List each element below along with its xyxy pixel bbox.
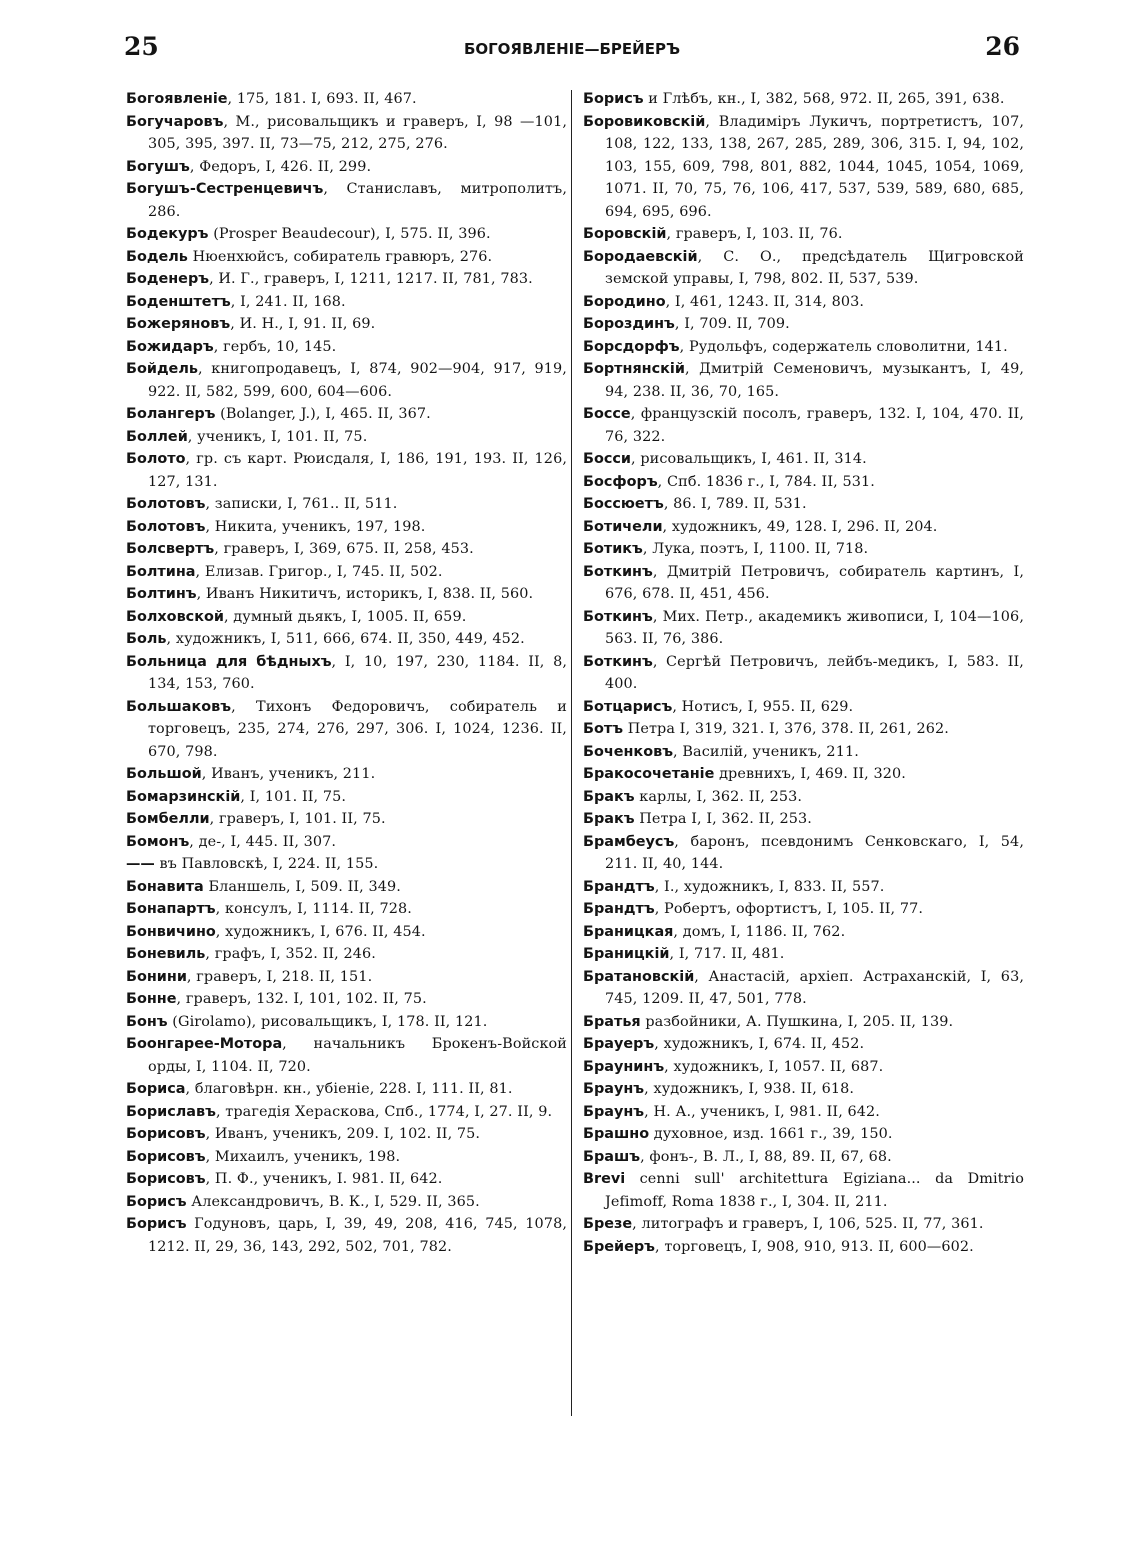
entry-headword: Боссе: [583, 406, 631, 422]
entry-headword: Браницкій: [583, 946, 670, 962]
index-entry: [126, 921, 567, 944]
index-entry: [583, 516, 1024, 539]
index-entry: [126, 1011, 567, 1034]
entry-headword: Боденштетъ: [126, 293, 231, 310]
entry-references: , Федоръ, I, 426. II, 299.: [189, 158, 372, 175]
entry-headword: Бородино: [583, 293, 666, 310]
entry-references: , Рудольфъ, содержатель словолитни, 141.: [679, 338, 1008, 355]
index-entry: [583, 1056, 1024, 1079]
entry-references: (Girolamo), рисовальщикъ, I, 178. II, 121.: [167, 1013, 488, 1030]
entry-references: , художникъ, I, 1057. II, 687.: [664, 1058, 884, 1075]
index-entry: [126, 943, 567, 966]
entry-headword: Боденеръ: [126, 271, 210, 287]
index-entry: [126, 336, 567, 359]
entry-headword: Болото: [126, 451, 186, 467]
index-entry: [126, 493, 567, 516]
entry-references: , Иванъ Никитичъ, историкъ, I, 838. II, 560.: [196, 586, 534, 602]
index-entry: [583, 471, 1024, 494]
entry-headword: Борсдорфъ: [583, 338, 680, 355]
index-column-left: [126, 88, 567, 1258]
page-number-right: 26: [985, 32, 1020, 61]
entry-headword: Бонавита: [126, 878, 204, 895]
index-entry: [583, 403, 1024, 448]
entry-headword: Боонгарее-Мотора: [126, 1036, 283, 1052]
index-entry: [126, 651, 567, 696]
entry-headword: Болотовъ: [126, 496, 206, 512]
index-entry: [583, 1101, 1024, 1124]
index-entry: [583, 246, 1024, 291]
entry-headword: Боткинъ: [583, 608, 653, 625]
entry-headword: Боллей: [126, 428, 188, 445]
entry-headword: Болсвертъ: [126, 541, 215, 557]
entry-headword: Богучаровъ: [126, 113, 224, 130]
entry-references: , граверъ, I, 101. II, 75.: [209, 811, 386, 827]
entry-headword: Браунинъ: [583, 1058, 665, 1075]
entry-headword: Большаковъ: [126, 698, 232, 715]
entry-references: , I., художникъ, I, 833. II, 557.: [654, 878, 885, 895]
index-entry: [126, 111, 567, 156]
entry-headword: Ботъ: [583, 721, 624, 737]
entry-references: , гербъ, 10, 145.: [213, 338, 337, 355]
entry-references: , записки, I, 761.. II, 511.: [205, 496, 398, 512]
entry-headword: Боровиковскій: [583, 113, 706, 130]
index-entry: [583, 966, 1024, 1011]
entry-headword: Ботикъ: [583, 541, 643, 557]
index-entry: [583, 606, 1024, 651]
index-entry: [126, 178, 567, 223]
index-entry: [583, 786, 1024, 809]
entry-references: , фонъ-, В. Л., I, 88, 89. II, 67, 68.: [640, 1148, 892, 1165]
index-entry: [583, 1011, 1024, 1034]
index-entry: [126, 358, 567, 403]
index-entry: [126, 876, 567, 899]
entry-references: древнихъ, I, 469. II, 320.: [714, 766, 906, 782]
entry-references: , художникъ, I, 511, 666, 674. II, 350, 449, 452.: [166, 631, 525, 647]
entry-headword: Борисъ: [126, 1193, 187, 1210]
index-entry: [126, 313, 567, 336]
index-column-right: [583, 88, 1024, 1258]
entry-references: и Глѣбъ, кн., I, 382, 568, 972. II, 265, 391, 638.: [643, 91, 1005, 107]
entry-headword: Брандтъ: [583, 901, 655, 917]
index-entry: [583, 763, 1024, 786]
index-entry: [126, 853, 567, 876]
index-entry: [583, 1123, 1024, 1146]
entry-references: , благовѣрн. кн., убіеніе, 228. I, 111. II, 81.: [185, 1081, 513, 1097]
index-entry: [583, 88, 1024, 111]
index-entry: [583, 291, 1024, 314]
entry-references: Александровичъ, В. К., I, 529. II, 365.: [186, 1193, 480, 1210]
index-entry: [126, 561, 567, 584]
index-entry: [583, 448, 1024, 471]
entry-references: Годуновъ, царь, I, 39, 49, 208, 416, 745, 1078, 1212. II, 29, 36, 143, 292, 502, 701, 782.: [148, 1216, 567, 1255]
entry-headword: Бориса: [126, 1081, 186, 1097]
entry-references: , граверъ, 132. I, 101, 102. II, 75.: [176, 991, 427, 1007]
index-entry: [583, 111, 1024, 224]
entry-references: , И. Н., I, 91. II, 69.: [230, 316, 376, 332]
entry-headword: Болтинъ: [126, 586, 197, 602]
entry-headword: Брейеръ: [583, 1238, 655, 1255]
entry-headword: Болотовъ: [126, 518, 206, 535]
index-entry: [126, 786, 567, 809]
entry-headword: Браунъ: [583, 1081, 645, 1097]
entry-references: , начальникъ Брокенъ-Войской орды, I, 1104. II, 720.: [148, 1036, 567, 1075]
entry-references: Петра I, 319, 321. I, 376, 378. II, 261, 262.: [623, 721, 949, 737]
entry-headword: Брашно: [583, 1126, 650, 1142]
index-entry: [126, 898, 567, 921]
entry-references: , I, 709. II, 709.: [674, 316, 790, 332]
entry-headword: ——: [126, 856, 155, 872]
entry-references: , Иванъ, ученикъ, 211.: [201, 766, 376, 782]
index-entry: [126, 403, 567, 426]
page-number-left: 25: [124, 32, 159, 61]
entry-headword: Бойдель: [126, 361, 198, 377]
entry-headword: Бонапартъ: [126, 901, 216, 917]
index-entry: [583, 808, 1024, 831]
entry-headword: Босси: [583, 451, 631, 467]
running-head: БОГОЯВЛЕНIЕ—БРЕЙЕРЪ: [463, 40, 681, 58]
entry-references: , С. О., предсѣдатель Щигровской земской управы, I, 798, 802. II, 537, 539.: [605, 248, 1024, 287]
entry-references: , 86. I, 789. II, 531.: [663, 496, 807, 512]
entry-references: , рисовальщикъ, I, 461. II, 314.: [631, 451, 867, 467]
entry-references: , Нотисъ, I, 955. II, 629.: [672, 698, 854, 715]
entry-headword: Боченковъ: [583, 743, 674, 760]
entry-headword: Браунъ: [583, 1103, 645, 1120]
entry-headword: Бомарзинскій: [126, 788, 241, 805]
index-entry: [583, 336, 1024, 359]
index-entry: [583, 921, 1024, 944]
entry-references: , Василій, ученикъ, 211.: [673, 743, 859, 760]
entry-headword: Бонини: [126, 968, 187, 985]
index-entry: [583, 313, 1024, 336]
entry-references: , графъ, I, 352. II, 246.: [205, 946, 376, 962]
entry-references: , трагедія Хераскова, Спб., 1774, I, 27. II, 9.: [215, 1103, 553, 1120]
entry-references: разбойники, А. Пушкина, I, 205. II, 139.: [640, 1013, 954, 1030]
entry-headword: Борисовъ: [126, 1126, 206, 1142]
entry-references: , Станиславъ, митрополитъ, 286.: [148, 181, 567, 220]
entry-references: , литографъ и граверъ, I, 106, 525. II, 77, 361.: [632, 1216, 984, 1232]
entry-headword: Бонвичино: [126, 923, 216, 940]
entry-references: , Сергѣй Петровичъ, лейбъ-медикъ, I, 583. II, 400.: [605, 653, 1024, 692]
entry-references: Петра I, I, 362. II, 253.: [634, 811, 812, 827]
entry-references: , I, 717. II, 481.: [669, 946, 785, 962]
entry-headword: Братья: [583, 1013, 641, 1030]
index-entry: [126, 291, 567, 314]
entry-headword: Большой: [126, 766, 202, 782]
entry-references: , 175, 181. I, 693. II, 467.: [227, 91, 417, 107]
entry-headword: Бракъ: [583, 788, 635, 805]
index-entry: [126, 426, 567, 449]
index-entry: [126, 606, 567, 629]
entry-headword: Братановскій: [583, 968, 695, 985]
index-entry: [126, 223, 567, 246]
entry-references: , И. Г., граверъ, I, 1211, 1217. II, 781, 783.: [209, 271, 533, 287]
entry-headword: Боль: [126, 631, 167, 647]
entry-references: , Владиміръ Лукичъ, портретистъ, 107, 108, 122, 133, 138, 267, 285, 289, 306, 315. I, 94, 102, 103, 155, 609, 798, 801, 882, 1044, 1045, 1054, 1069, 1071. II, 70, 75, 76, 106, 417, 537, 539, 589, 680, 685, 694, 695, 696.: [605, 113, 1024, 220]
entry-headword: Ботцарисъ: [583, 698, 673, 715]
entry-headword: Бороздинъ: [583, 316, 675, 332]
entry-references: , I, 101. II, 75.: [240, 788, 347, 805]
entry-headword: Бомбелли: [126, 811, 210, 827]
index-entry: [583, 718, 1024, 741]
index-entry: [126, 1123, 567, 1146]
entry-headword: Боровскій: [583, 226, 667, 242]
index-entry: [126, 628, 567, 651]
index-entry: [583, 538, 1024, 561]
entry-references: карлы, I, 362. II, 253.: [634, 788, 803, 805]
index-entry: [583, 358, 1024, 403]
entry-headword: Бортнянскій: [583, 361, 685, 377]
index-entry: [126, 156, 567, 179]
column-divider: [571, 90, 572, 1416]
entry-references: , де-, I, 445. II, 307.: [189, 833, 337, 850]
index-entry: [583, 876, 1024, 899]
index-entry: [126, 516, 567, 539]
entry-headword: Борисовъ: [126, 1148, 206, 1165]
entry-references: , художникъ, I, 676. II, 454.: [215, 923, 426, 940]
index-entry: [126, 538, 567, 561]
entry-headword: Болангеръ: [126, 406, 216, 422]
entry-references: , граверъ, I, 369, 675. II, 258, 453.: [214, 541, 474, 557]
index-entry: [126, 1078, 567, 1101]
entry-headword: Бонъ: [126, 1013, 168, 1030]
entry-references: , ученикъ, I, 101. II, 75.: [187, 428, 368, 445]
index-entry: [126, 1213, 567, 1258]
index-entry: [583, 1146, 1024, 1169]
entry-references: въ Павловскѣ, I, 224. II, 155.: [154, 856, 379, 872]
entry-references: духовное, изд. 1661 г., 39, 150.: [649, 1126, 893, 1142]
entry-references: , думный дьякъ, I, 1005. II, 659.: [223, 608, 467, 625]
entry-references: (Bolanger, J.), I, 465. II, 367.: [215, 406, 431, 422]
entry-references: , Лука, поэтъ, I, 1100. II, 718.: [642, 541, 869, 557]
index-entry: [126, 966, 567, 989]
index-entry: [583, 1168, 1024, 1213]
entry-references: , книгопродавецъ, I, 874, 902—904, 917, 919, 922. II, 582, 599, 600, 604—606.: [148, 361, 567, 400]
entry-headword: Бодекуръ: [126, 226, 209, 242]
entry-references: , торговецъ, I, 908, 910, 913. II, 600—602.: [655, 1238, 974, 1255]
entry-references: , П. Ф., ученикъ, I. 981. II, 642.: [205, 1171, 443, 1187]
entry-references: , I, 10, 197, 230, 1184. II, 8, 134, 153, 760.: [148, 653, 568, 692]
entry-headword: Босфоръ: [583, 473, 658, 490]
entry-headword: Богоявленiе: [126, 91, 228, 107]
entry-headword: Брезе: [583, 1216, 633, 1232]
index-entry: [583, 898, 1024, 921]
entry-headword: Божеряновъ: [126, 316, 231, 332]
entry-headword: Боткинъ: [583, 563, 653, 580]
entry-references: Нюенхюйсъ, собиратель гравюръ, 276.: [187, 248, 493, 265]
entry-headword: Brevi: [583, 1171, 626, 1187]
index-entry: [126, 696, 567, 764]
index-entry: [126, 268, 567, 291]
entry-references: , французскій посолъ, граверъ, 132. I, 104, 470. II, 76, 322.: [605, 406, 1024, 445]
entry-headword: Бракосочетаніе: [583, 766, 715, 782]
index-entry: [583, 1236, 1024, 1259]
entry-headword: Богушъ: [126, 158, 190, 175]
entry-headword: Боссюетъ: [583, 496, 664, 512]
entry-references: , I, 461, 1243. II, 314, 803.: [665, 293, 865, 310]
entry-headword: Бориславъ: [126, 1103, 216, 1120]
page-header: [122, 30, 1022, 66]
index-entry: [583, 493, 1024, 516]
entry-references: , I, 241. II, 168.: [230, 293, 346, 310]
entry-headword: Боткинъ: [583, 653, 653, 670]
entry-references: , Тихонъ Федоровичъ, собиратель и торговецъ, 235, 274, 276, 297, 306. I, 1024, 1236. II, 670, 798.: [148, 698, 567, 760]
entry-references: , домъ, I, 1186. II, 762.: [673, 923, 846, 940]
entry-headword: Боневиль: [126, 946, 206, 962]
index-entry: [126, 988, 567, 1011]
index-entry: [126, 583, 567, 606]
entry-references: , Иванъ, ученикъ, 209. I, 102. II, 75.: [205, 1126, 481, 1142]
entry-headword: Больница для бѣдныхъ: [126, 653, 332, 670]
entry-references: , гр. съ карт. Рюисдаля, I, 186, 191, 193. II, 126, 127, 131.: [148, 451, 567, 490]
index-entry: [126, 1168, 567, 1191]
index-entry: [126, 88, 567, 111]
entry-references: , М., рисовальщикъ и граверъ, I, 98 —101, 305, 395, 397. II, 73—75, 212, 275, 276.: [148, 113, 567, 152]
entry-headword: Брауеръ: [583, 1036, 655, 1052]
entry-references: , художникъ, 49, 128. I, 296. II, 204.: [662, 518, 938, 535]
entry-headword: Борисъ: [126, 1216, 187, 1232]
entry-references: , художникъ, I, 938. II, 618.: [644, 1081, 855, 1097]
entry-headword: Божидаръ: [126, 338, 214, 355]
entry-headword: Брандтъ: [583, 878, 655, 895]
entry-references: , Анастасій, архіеп. Астраханскій, I, 63, 745, 1209. II, 47, 501, 778.: [605, 968, 1024, 1007]
entry-references: , Мих. Петр., академикъ живописи, I, 104—106, 563. II, 76, 386.: [605, 608, 1024, 647]
entry-references: , Дмитрій Петровичъ, собиратель картинъ, I, 676, 678. II, 451, 456.: [605, 563, 1024, 602]
entry-headword: Болховской: [126, 608, 224, 625]
index-entry: [583, 561, 1024, 606]
entry-references: , Дмитрій Семеновичъ, музыкантъ, I, 49, 94, 238. II, 36, 70, 165.: [605, 361, 1024, 400]
index-entry: [126, 1033, 567, 1078]
index-entry: [126, 808, 567, 831]
entry-headword: Бородаевскій: [583, 248, 698, 265]
index-entry: [126, 1191, 567, 1214]
index-entry: [583, 651, 1024, 696]
index-entry: [583, 1033, 1024, 1056]
index-entry: [126, 246, 567, 269]
entry-headword: Брашъ: [583, 1148, 641, 1165]
index-entry: [583, 943, 1024, 966]
index-entry: [126, 448, 567, 493]
entry-headword: Бонне: [126, 991, 177, 1007]
entry-references: , граверъ, I, 218. II, 151.: [186, 968, 373, 985]
index-entry: [583, 223, 1024, 246]
entry-references: , Н. А., ученикъ, I, 981. II, 642.: [644, 1103, 880, 1120]
entry-headword: Брамбеусъ: [583, 833, 675, 850]
index-entry: [126, 1101, 567, 1124]
entry-headword: Борисовъ: [126, 1171, 206, 1187]
entry-references: , Робертъ, офортистъ, I, 105. II, 77.: [654, 901, 924, 917]
entry-references: , консулъ, I, 1114. II, 728.: [215, 901, 412, 917]
index-entry: [583, 1078, 1024, 1101]
entry-references: , баронъ, псевдонимъ Сенковскаго, I, 54, 211. II, 40, 144.: [605, 833, 1024, 872]
index-entry: [583, 831, 1024, 876]
entry-references: , Спб. 1836 г., I, 784. II, 531.: [657, 473, 875, 490]
entry-references: cenni sull' architettura Egiziana... da Dmitrio Jefimoff, Roma 1838 г., I, 304. II, 211.: [605, 1171, 1024, 1210]
index-entry: [583, 1213, 1024, 1236]
entry-headword: Ботичели: [583, 518, 663, 535]
entry-headword: Бодель: [126, 248, 188, 265]
index-entry: [126, 1146, 567, 1169]
entry-references: Бланшель, I, 509. II, 349.: [203, 878, 401, 895]
index-entry: [583, 696, 1024, 719]
entry-headword: Бракъ: [583, 811, 635, 827]
entry-references: , Никита, ученикъ, 197, 198.: [205, 518, 426, 535]
index-entry: [126, 831, 567, 854]
index-entry: [583, 741, 1024, 764]
entry-headword: Богушъ-Сестренцевичъ: [126, 181, 324, 197]
entry-headword: Болтина: [126, 563, 196, 580]
entry-headword: Браницкая: [583, 923, 674, 940]
entry-references: (Prosper Beaudecour), I, 575. II, 396.: [208, 226, 491, 242]
entry-references: , Елизав. Григор., I, 745. II, 502.: [195, 563, 443, 580]
entry-headword: Борисъ: [583, 91, 644, 107]
entry-references: , Михаилъ, ученикъ, 198.: [205, 1148, 401, 1165]
entry-references: , художникъ, I, 674. II, 452.: [654, 1036, 865, 1052]
entry-references: , граверъ, I, 103. II, 76.: [666, 226, 843, 242]
index-entry: [126, 763, 567, 786]
entry-headword: Бомонъ: [126, 833, 190, 850]
